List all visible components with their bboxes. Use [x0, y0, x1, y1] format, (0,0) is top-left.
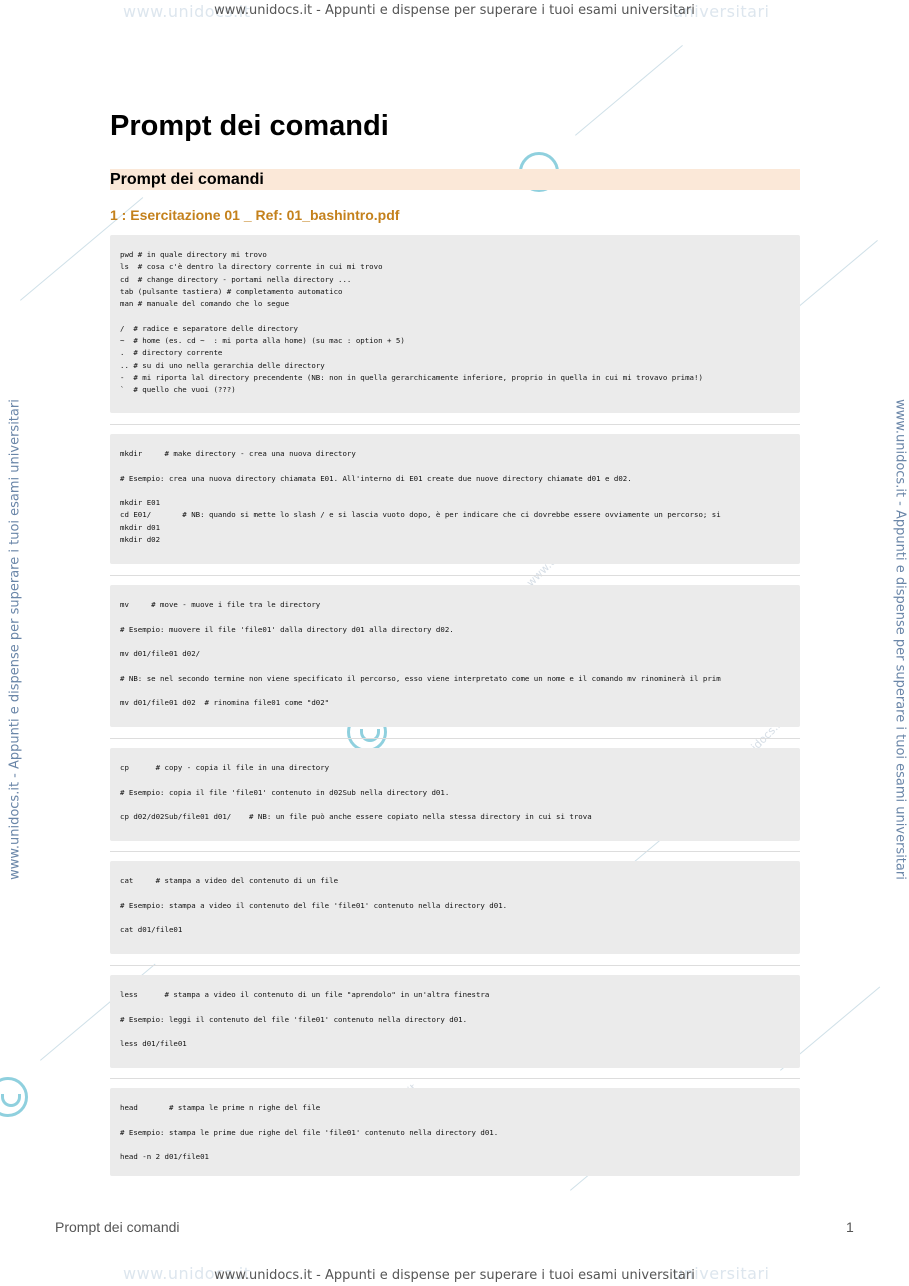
code-block-less — [110, 975, 800, 1068]
page-title: Prompt dei comandi — [110, 110, 389, 142]
divider — [110, 738, 800, 739]
footer-title: Prompt dei comandi — [55, 1219, 180, 1235]
watermark-line — [575, 45, 683, 136]
code-text: cat # stampa a video del contenuto di un file # Esempio: stampa a video il contenuto del file 'file01' contenuto nella directory d01. cat d01/file01 — [120, 876, 508, 935]
divider — [110, 965, 800, 966]
watermark-ghost-right: universitari — [673, 2, 770, 21]
divider — [110, 851, 800, 852]
code-block-cp — [110, 748, 800, 841]
divider — [110, 424, 800, 425]
watermark-ghost-left: www.unidocs.it — [123, 2, 251, 21]
watermark-ghost-left-bottom: www.unidocs.it — [123, 1264, 251, 1283]
code-block-mv — [110, 585, 800, 727]
code-block-cat — [110, 861, 800, 954]
page-number: 1 — [846, 1219, 854, 1235]
code-text: less # stampa a video il contenuto di un file "aprendolo" in un'altra finestra # Esempio: leggi il contenuto del file 'file01' contenuto nella directory d01. less d01/file01 — [120, 990, 490, 1049]
code-text: cp # copy - copia il file in una directory # Esempio: copia il file 'file01' contenuto in d02Sub nella directory d01. cp d02/d02Sub/file01 d01/ # NB: un file può anche essere copiato nella stessa directory in cui si trova — [120, 763, 592, 822]
code-block-mkdir — [110, 434, 800, 564]
divider — [110, 575, 800, 576]
code-block-head — [110, 1088, 800, 1176]
section-header — [110, 169, 800, 190]
watermark-bottom: www.unidocs.it - Appunti e dispense per superare i tuoi esami universitari — [214, 1268, 695, 1283]
watermark-top: www.unidocs.it - Appunti e dispense per superare i tuoi esami universitari — [214, 3, 695, 18]
subsection-title: 1 : Esercitazione 01 _ Ref: 01_bashintro.pdf — [110, 207, 400, 223]
watermark-logo-icon — [0, 1077, 28, 1117]
code-text: mkdir # make directory - crea una nuova directory # Esempio: crea una nuova directory chiamata E01. All'interno di E01 create due nuove directory chiamate d01 e d02. mkdir E01 cd E01/ # NB: quando si mette lo slash / e si lascia vuoto dopo, è per indicare che ci dovrebbe essere ovviamente un percorso; si mkdir d01 mkdir d02 — [120, 449, 721, 545]
watermark-ghost-right-bottom: universitari — [673, 1264, 770, 1283]
code-text: head # stampa le prime n righe del file # Esempio: stampa le prime due righe del file 'file01' contenuto nella directory d01. head -n 2 d01/file01 — [120, 1103, 499, 1162]
section-title: Prompt dei comandi — [110, 171, 264, 188]
watermark-side-right: www.unidocs.it - Appunti e dispense per superare i tuoi esami universitari — [892, 399, 908, 880]
watermark-side-left: www.unidocs.it - Appunti e dispense per superare i tuoi esami universitari — [7, 399, 23, 880]
code-text: pwd # in quale directory mi trovo ls # cosa c'è dentro la directory corrente in cui mi trovo cd # change directory - portami nella directory ... tab (pulsante tastiera) # completamento automatico man # manuale del comando che lo segue / # radice e separatore delle directory ~ # home (es. cd ~ : mi porta alla home) (su mac : option + 5) . # directory corrente .. # su di uno nella gerarchia delle directory - # mi riporta lal directory precendente (NB: non in quella gerarchicamente inferiore, proprio in quella in cui mi trovavo prima!) ` # quello che vuoi (???) — [120, 250, 703, 395]
code-block-navigation — [110, 235, 800, 413]
code-text: mv # move - muove i file tra le directory # Esempio: muovere il file 'file01' dalla directory d01 alla directory d02. mv d01/file01 d02/ # NB: se nel secondo termine non viene specificato il percorso, esso viene interpretato come un nome e il comando mv rinominerà il prim mv d01/file01 d02 # rinomina file01 come "d02" — [120, 600, 721, 708]
divider — [110, 1078, 800, 1079]
